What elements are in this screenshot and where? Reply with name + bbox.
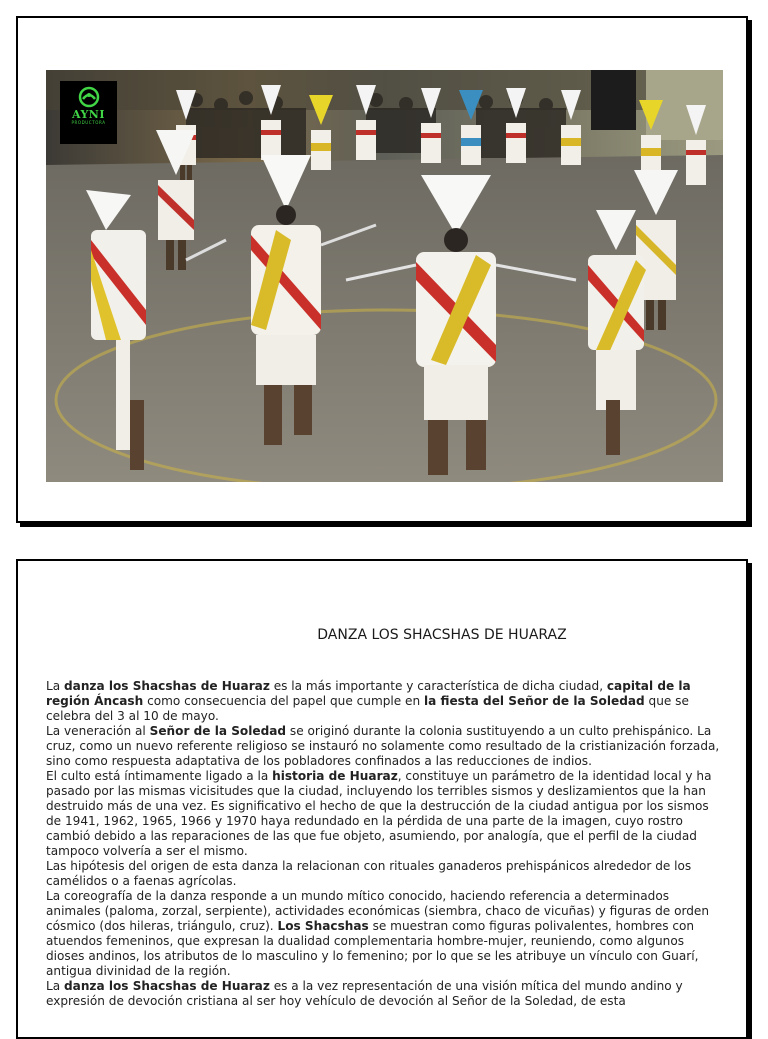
p1-b2: capital de la región Áncash (46, 679, 691, 708)
p1-b3: la fiesta del Señor de la Soledad (424, 694, 645, 708)
paragraph-6 (46, 979, 720, 1009)
p4-a: Las hipótesis del origen de esta danza la relacionan con rituales ganaderos prehispánicos alrededor de los camélidos o a faenas agrícolas. (46, 859, 692, 888)
p1-b1: danza los Shacshas de Huaraz (64, 679, 270, 693)
paragraph-1 (46, 679, 720, 724)
dance-photo-illustration (46, 70, 723, 482)
paragraph-2 (46, 724, 720, 769)
p6-a: La (46, 979, 64, 993)
p6-b1: danza los Shacshas de Huaraz (64, 979, 270, 993)
p1-d: como consecuencia del papel que cumple en (143, 694, 424, 708)
p6-c: es a la vez representación de una visión mítica del mundo andino y expresión de devoción cristiana al ser hoy vehículo de devoción al Señor de la Soledad, de esta (46, 979, 683, 1008)
p2-c: se originó durante la colonia sustituyendo a un culto prehispánico. La cruz, como un nuevo referente religioso se instauró no solamente como resultado de la cristianización forzada, sino como respuesta adaptativa de los pobladores confinados a las reducciones de indios. (46, 724, 720, 768)
page-2 (16, 559, 748, 1039)
p2-b1: Señor de la Soledad (149, 724, 287, 738)
document-title: DANZA LOS SHACSHAS DE HUARAZ (317, 627, 567, 643)
p2-a: La veneración al (46, 724, 150, 738)
logo-name: AYNI (71, 108, 106, 121)
p3-a: El culto está íntimamente ligado a la (46, 769, 273, 783)
page-1 (16, 16, 748, 523)
logo-subtitle: PRODUCTORA (71, 120, 106, 125)
document-body (46, 679, 720, 1009)
p1-a: La (46, 679, 64, 693)
paragraph-5 (46, 889, 720, 979)
p3-c: , constituye un parámetro de la identidad local y ha pasado por las mismas vicisitudes que la ciudad, incluyendo los terribles sismos y deslizamientos que la han destruido más de una vez. Es significativo el hecho de que la destrucción de la ciudad antigua por los sismos de 1941, 1962, 1965, 1966 y 1970 haya redundado en la pérdida de una parte de la imagen, cuyo rostro cambió debido a las reparaciones de las que fue objeto, asumiendo, por analogía, que el perfil de la ciudad tampoco volvería a ser el mismo. (46, 769, 712, 858)
p1-c: es la más importante y característica de dicha ciudad, (269, 679, 607, 693)
paragraph-4 (46, 859, 720, 889)
p5-a: La coreografía de la danza responde a un mundo mítico conocido, haciendo referencia a determinados animales (paloma, zorzal, serpiente), actividades económicas (siembra, chaco de vicuñas) y figuras de orden cósmico (dos hileras, triángulo, cruz). (46, 889, 710, 933)
paragraph-3 (46, 769, 720, 859)
ayni-logo-mark-icon (78, 86, 100, 108)
ayni-logo (60, 81, 117, 144)
p5-b1: Los Shacshas (277, 919, 369, 933)
p1-e: que se celebra del 3 al 10 de mayo. (46, 694, 689, 723)
p3-b1: historia de Huaraz (272, 769, 398, 783)
p5-c: se muestran como figuras polivalentes, hombres con atuendos femeninos, que expresan la dualidad complementaria hombre-mujer, reuniendo, como algunos dioses andinos, los atributos de lo masculino y lo femenino; por lo que se les atribuye un vínculo con Guarí, antigua divinidad de la región. (46, 919, 699, 978)
dance-photo (46, 70, 723, 482)
